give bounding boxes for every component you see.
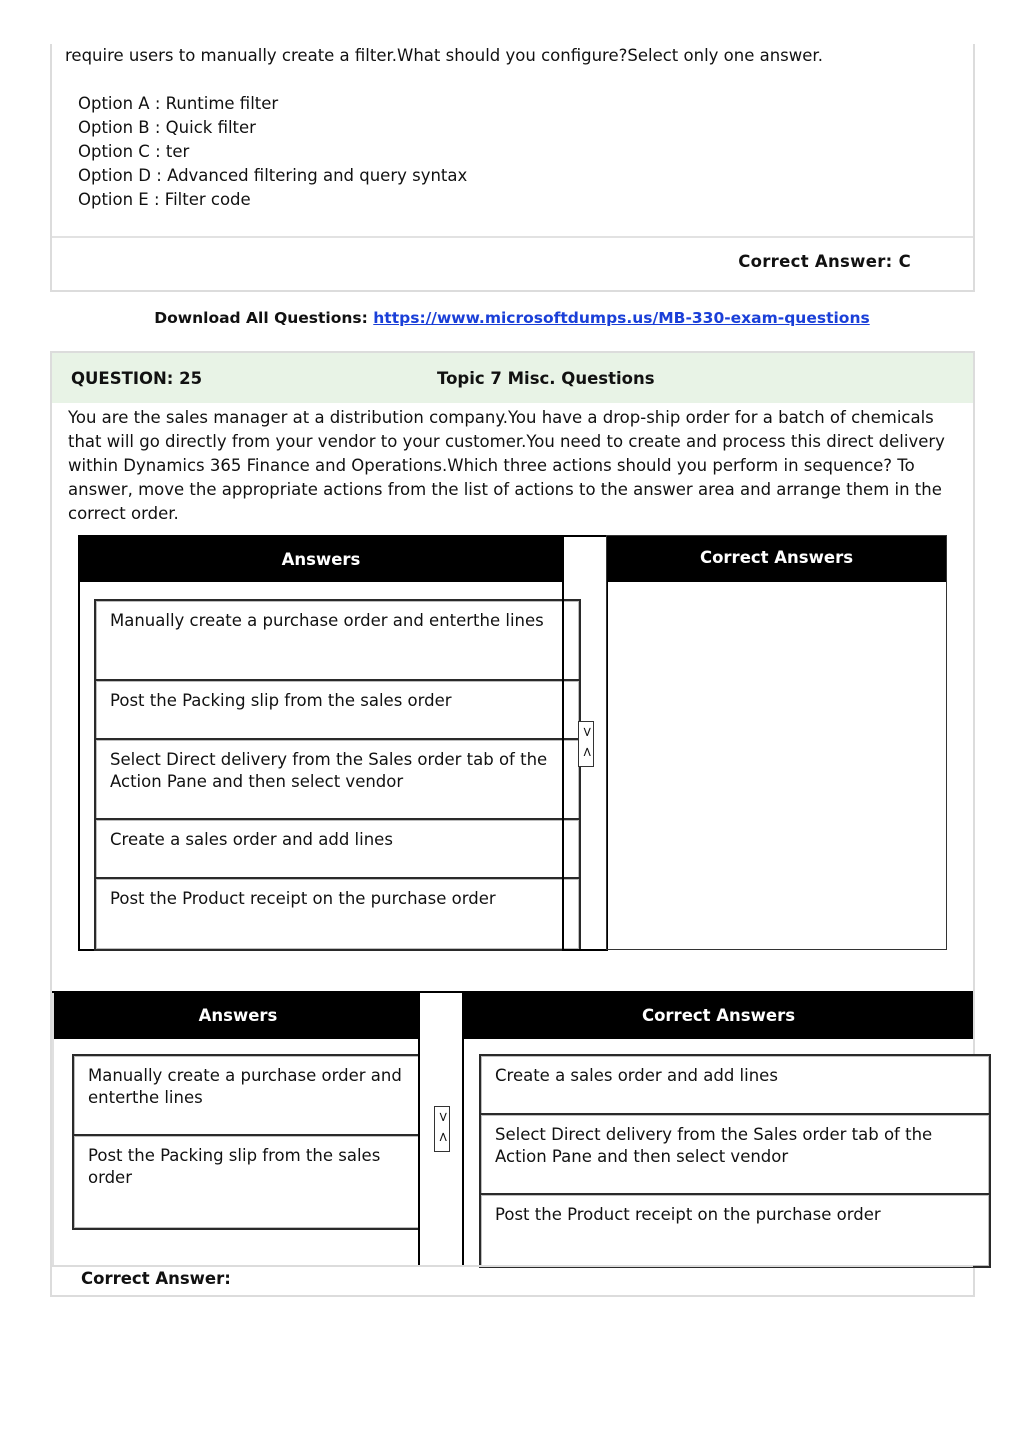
exercise-answers-panel (78, 535, 564, 951)
exercise-answer-item[interactable]: Post the Packing slip from the sales order (94, 679, 581, 753)
correct-answer-label: Correct Answer: (81, 1269, 231, 1288)
option-a: Option A : Runtime filter (78, 94, 279, 113)
move-arrows[interactable] (434, 1106, 450, 1152)
move-left-icon: < (435, 1131, 450, 1143)
solution-answers-panel (52, 992, 420, 1265)
option-d: Option D : Advanced filtering and query syntax (78, 166, 468, 185)
solution-correct-panel (464, 992, 973, 1265)
question-number: QUESTION: 25 (71, 369, 203, 388)
download-link[interactable]: https://www.microsoftdumps.us/MB-330-exam-questions (373, 309, 870, 327)
solution-correct-item[interactable]: Create a sales order and add lines (479, 1054, 991, 1129)
exercise-move-strip (562, 535, 608, 951)
solution-bottom-border (52, 1265, 973, 1267)
solution-remaining-item[interactable]: Post the Packing slip from the sales order (72, 1134, 441, 1230)
divider (52, 236, 973, 238)
exercise-answer-item[interactable]: Create a sales order and add lines (94, 818, 581, 892)
solution-correct-item[interactable]: Select Direct delivery from the Sales order tab of the Action Pane and then select vendor (479, 1113, 991, 1209)
solution-top-border (52, 991, 973, 993)
previous-question-card (50, 44, 975, 292)
exercise-correct-panel (606, 535, 947, 950)
question-header (52, 353, 973, 403)
download-label: Download All Questions: (154, 309, 368, 327)
exercise-answer-item[interactable]: Manually create a purchase order and enterthe lines (94, 599, 581, 694)
download-line (0, 309, 1024, 327)
option-e: Option E : Filter code (78, 190, 251, 209)
option-c: Option C : ter (78, 142, 190, 161)
exercise-answer-item[interactable]: Post the Product receipt on the purchase order (94, 877, 581, 951)
move-left-icon: < (579, 746, 594, 758)
question-card (50, 351, 975, 1297)
solution-answers-header: Answers (54, 992, 422, 1039)
exercise-correct-header: Correct Answers (607, 536, 946, 582)
solution-correct-item[interactable]: Post the Product receipt on the purchase order (479, 1193, 991, 1268)
solution-correct-header: Correct Answers (464, 992, 973, 1039)
move-right-icon: > (435, 1111, 450, 1123)
option-b: Option B : Quick filter (78, 118, 256, 137)
exercise-answer-item[interactable]: Select Direct delivery from the Sales order tab of the Action Pane and then select vendor (94, 738, 581, 833)
solution-remaining-item[interactable]: Manually create a purchase order and enterthe lines (72, 1054, 441, 1150)
correct-answer: Correct Answer: C (738, 252, 911, 271)
move-arrows[interactable] (578, 721, 594, 767)
move-right-icon: > (579, 726, 594, 738)
question-topic: Topic 7 Misc. Questions (437, 369, 655, 388)
question-text: You are the sales manager at a distribution company.You have a drop-ship order for a batch of chemicals that will go directly from your vendor to your customer.You need to create and process this direct delivery within Dynamics 365 Finance and Operations.Which three actions should you perform in sequence? To answer, move the appropriate actions from the list of actions to the answer area and arrange them in the correct order. (68, 408, 945, 523)
solution-move-strip (418, 992, 464, 1265)
question-stem: require users to manually create a filter.What should you configure?Select only one answer. (65, 46, 823, 65)
exercise-answers-header: Answers (80, 537, 562, 582)
